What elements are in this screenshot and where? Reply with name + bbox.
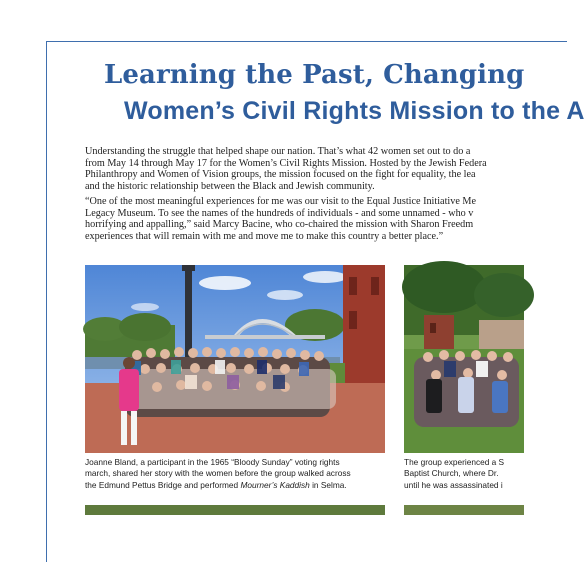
group-photo-bridge-image xyxy=(85,265,385,453)
caption-text: in Selma. xyxy=(309,479,347,490)
caption-text: the Edmund Pettus Bridge and performed xyxy=(85,479,241,490)
intro-paragraph xyxy=(85,146,487,192)
article-subtitle: Women’s Civil Rights Mission to the A xyxy=(124,97,585,125)
text-line: experiences that will remain with me and move me to make this country a better place.” xyxy=(85,230,444,242)
article-title: Learning the Past, Changing xyxy=(104,60,525,90)
photo-bottom-left xyxy=(85,505,385,515)
caption-line: Joanne Bland, a participant in the 1965 “Bloody Sunday” voting rights xyxy=(85,457,340,467)
text-line: and the historic relationship between the Black and Jewish community. xyxy=(85,180,375,192)
photo-caption-church xyxy=(404,457,504,491)
text-line: horrifying and appalling,” said Marcy Bacine, who co-chaired the mission with Sharon Freedm xyxy=(85,219,474,230)
quote-paragraph xyxy=(85,196,476,242)
text-line: Understanding the struggle that helped shape our nation. That’s what 42 women set out to do a xyxy=(85,146,471,157)
photo-caption-bridge xyxy=(85,457,351,491)
group-photo-church xyxy=(404,265,524,453)
group-photo-church-image xyxy=(404,265,524,453)
caption-line: until he was assassinated i xyxy=(404,479,503,490)
caption-line xyxy=(85,480,351,491)
text-line: “One of the most meaningful experiences for me was our visit to the Equal Justice Initiative Me xyxy=(85,196,476,207)
caption-line: Baptist Church, where Dr. xyxy=(404,468,499,479)
text-line: Philanthropy and Women of Vision groups, the mission focused on the fight for equality, the lea xyxy=(85,169,476,180)
caption-line: march, shared her story with the women before the group walked across xyxy=(85,468,351,479)
caption-line: The group experienced a S xyxy=(404,457,505,467)
text-line: Legacy Museum. To see the names of the hundreds of individuals - and some unnamed - who v xyxy=(85,207,474,219)
photo-bottom-right xyxy=(404,505,524,515)
caption-italic-title: Mourner’s Kaddish xyxy=(240,479,310,490)
text-line: from May 14 through May 17 for the Women’s Civil Rights Mission. Hosted by the Jewish Federa xyxy=(85,157,487,169)
group-photo-bridge xyxy=(85,265,385,453)
